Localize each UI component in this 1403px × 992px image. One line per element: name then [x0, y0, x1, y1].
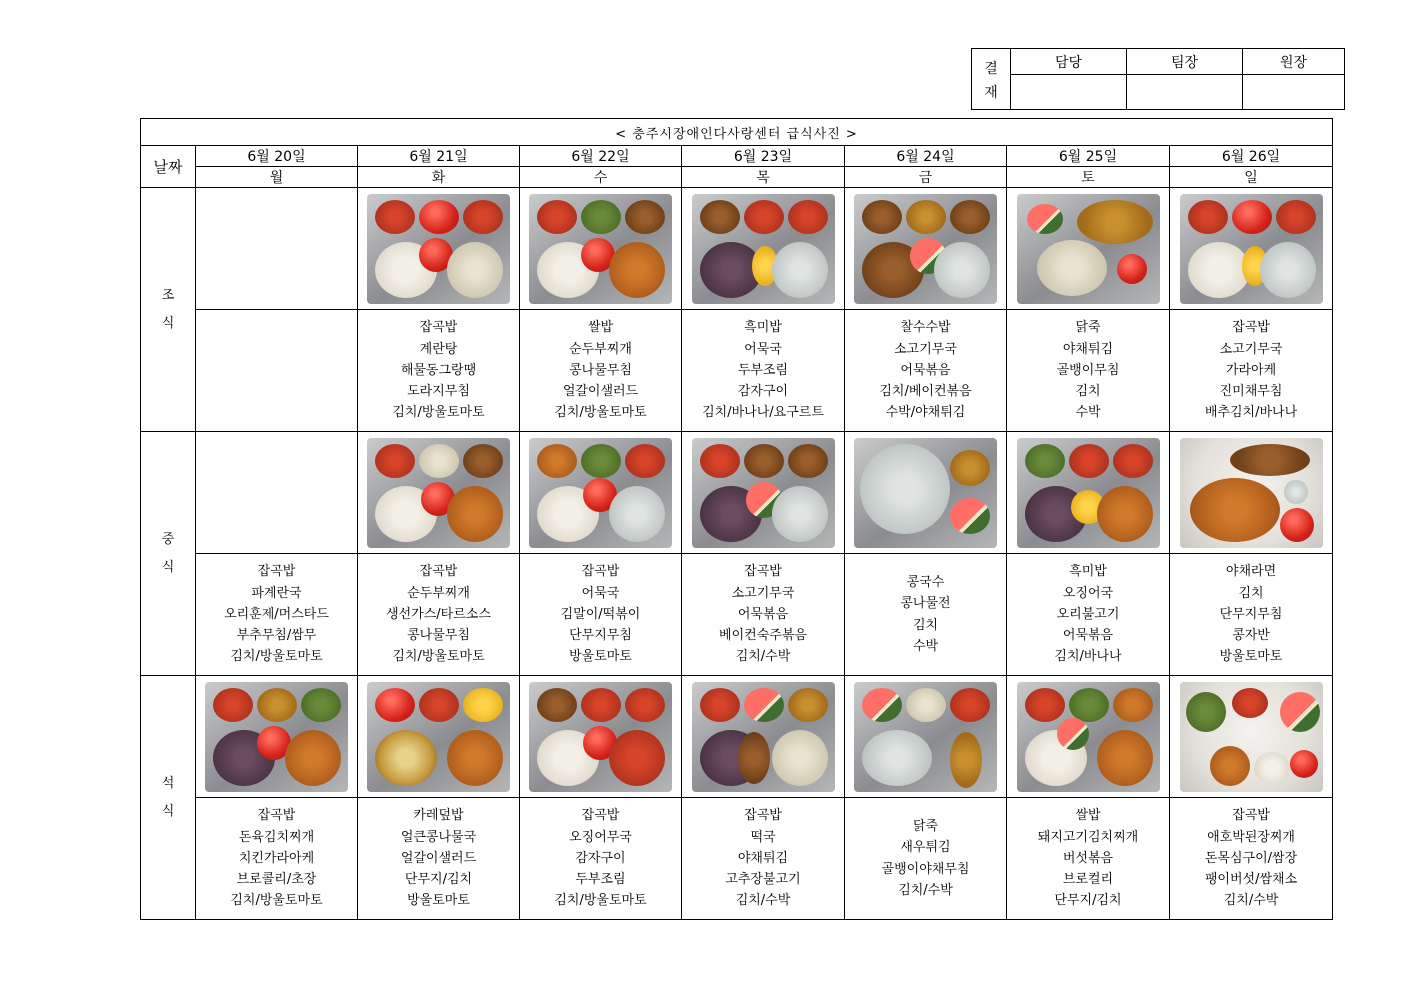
menu-item: 소고기무국 [894, 341, 957, 357]
menu-item: 쌀밥 [587, 320, 614, 336]
food-dish [788, 444, 828, 478]
menu-item: 브로컬리 [1062, 872, 1114, 888]
food-dish [375, 730, 437, 786]
weekday-cell: 토 [1007, 167, 1170, 188]
food-dish [609, 730, 665, 786]
menu-item: 잡곡밥 [419, 564, 458, 580]
menu-item: 김치/수박 [735, 649, 791, 665]
weekday-cell: 화 [358, 167, 520, 188]
food-dish [700, 444, 740, 478]
food-dish [447, 242, 503, 298]
menu-cell [845, 310, 1007, 432]
menu-item: 떡국 [750, 829, 776, 845]
food-dish [744, 444, 784, 478]
meal-photo [692, 438, 835, 548]
photo-cell [1007, 676, 1170, 798]
menu-cell [520, 798, 682, 920]
meal-photo [1017, 438, 1160, 548]
food-dish [1188, 200, 1228, 234]
menu-item: 김말이/떡볶이 [560, 606, 641, 622]
menu-item: 콩자반 [1232, 628, 1270, 644]
menu-cell [682, 798, 845, 920]
food-dish [1190, 478, 1280, 542]
food-dish [625, 200, 665, 234]
menu-item: 흑미밥 [1069, 564, 1107, 580]
menu-item: 콩나물무침 [407, 628, 470, 644]
menu-item: 수박 [1075, 405, 1101, 421]
food-dish [1025, 688, 1065, 722]
food-dish [463, 688, 503, 722]
menu-item: 쌀밥 [1075, 808, 1101, 824]
meal-photo [854, 682, 997, 792]
menu-item: 김치 [1075, 384, 1101, 400]
food-dish [1210, 746, 1250, 786]
photo-cell [1170, 188, 1333, 310]
food-dish [257, 688, 297, 722]
menu-cell [845, 798, 1007, 920]
food-dish [1254, 752, 1290, 784]
menu-item: 김치/방울토마토 [392, 405, 485, 421]
food-dish [1188, 242, 1250, 298]
menu-item: 오리불고기 [1056, 606, 1120, 622]
menu-item: 방울토마토 [407, 893, 470, 909]
menu-item: 김치/방울토마토 [230, 649, 323, 665]
menu-item: 해물동그랑땡 [400, 362, 477, 378]
food-dish [1260, 242, 1316, 298]
food-dish [744, 688, 784, 722]
weekday-cell: 일 [1170, 167, 1333, 188]
food-dish [1077, 200, 1153, 244]
food-dish [862, 200, 902, 234]
menu-cell [520, 554, 682, 676]
menu-item: 어묵볶음 [900, 362, 951, 378]
food-dish [609, 486, 665, 542]
menu-item: 콩나물무침 [569, 362, 632, 378]
menu-item: 김치/바나나/요구르트 [702, 405, 824, 421]
food-dish [1232, 200, 1272, 234]
food-dish [950, 450, 990, 486]
date-cell: 6월 25일 [1007, 146, 1170, 167]
menu-item: 어묵국 [744, 341, 782, 357]
menu-item: 단무지/김치 [1054, 893, 1122, 909]
food-dish [609, 242, 665, 298]
food-dish [862, 730, 932, 786]
food-dish [213, 688, 253, 722]
food-dish [1284, 480, 1308, 504]
menu-item: 브로콜리/초장 [236, 872, 317, 888]
menu-item: 단무지무침 [1219, 606, 1283, 622]
food-dish [950, 200, 990, 234]
menu-item: 잡곡밥 [257, 808, 296, 824]
approval-sign-team-lead[interactable] [1127, 75, 1243, 110]
weekday-cell: 금 [845, 167, 1007, 188]
menu-cell [1007, 798, 1170, 920]
menu-item: 수박/야채튀김 [885, 405, 966, 421]
food-dish [862, 688, 902, 722]
photo-cell [520, 188, 682, 310]
food-dish [447, 486, 503, 542]
menu-item: 카레덮밥 [413, 808, 464, 824]
meal-photo [205, 682, 348, 792]
menu-item: 얼갈이샐러드 [562, 384, 639, 400]
menu-item: 치킨가라아케 [238, 850, 315, 866]
food-dish [625, 688, 665, 722]
menu-item: 단무지/김치 [404, 872, 473, 888]
menu-item: 순두부찌개 [407, 585, 470, 601]
menu-item: 김치/베이컨볶음 [879, 384, 972, 400]
food-dish [738, 732, 770, 784]
meal-photo [854, 194, 997, 304]
date-cell: 6월 21일 [358, 146, 520, 167]
food-dish [419, 444, 459, 478]
food-dish [1113, 688, 1153, 722]
menu-item: 찰수수밥 [900, 320, 951, 336]
food-dish [463, 200, 503, 234]
menu-item: 팽이버섯/쌈채소 [1204, 872, 1298, 888]
menu-item: 오징어국 [1062, 585, 1114, 601]
menu-item: 방울토마토 [569, 649, 632, 665]
photo-cell [845, 188, 1007, 310]
menu-item: 돈목심구이/쌈장 [1204, 850, 1298, 866]
food-dish [581, 200, 621, 234]
food-dish [581, 688, 621, 722]
meal-photo [529, 438, 672, 548]
menu-item: 잡곡밥 [257, 564, 296, 580]
food-dish [537, 444, 577, 478]
menu-item: 닭죽 [1075, 320, 1101, 336]
menu-item: 콩나물전 [900, 596, 951, 612]
approval-sign-director[interactable] [1243, 75, 1345, 110]
photo-cell [682, 188, 845, 310]
menu-cell [682, 310, 845, 432]
menu-item: 잡곡밥 [581, 564, 620, 580]
date-cell: 6월 26일 [1170, 146, 1333, 167]
menu-item: 김치/방울토마토 [554, 405, 647, 421]
menu-item: 잡곡밥 [744, 808, 782, 824]
photo-cell [358, 188, 520, 310]
menu-item: 돼지고기김치찌개 [1037, 829, 1139, 845]
menu-cell [1170, 798, 1333, 920]
menu-item: 김치/방울토마토 [392, 649, 485, 665]
menu-cell [358, 310, 520, 432]
meal-label-breakfast: 조 식 [141, 188, 196, 432]
food-dish [1117, 254, 1147, 284]
date-cell: 6월 20일 [196, 146, 358, 167]
menu-item: 부추무침/쌈무 [236, 628, 317, 644]
meal-photo [1017, 682, 1160, 792]
food-dish [1230, 444, 1310, 476]
menu-cell [1170, 554, 1333, 676]
menu-item: 애호박된장찌개 [1207, 829, 1295, 845]
meal-photo [529, 682, 672, 792]
meal-photo-table [140, 118, 1333, 920]
food-dish [1069, 688, 1109, 722]
meal-photo [367, 194, 510, 304]
date-header-label: 날짜 [141, 146, 196, 188]
menu-item: 수박 [912, 638, 939, 654]
approval-box [971, 48, 1345, 110]
food-dish [700, 688, 740, 722]
food-dish [1186, 692, 1226, 732]
menu-item: 잡곡밥 [1232, 808, 1270, 824]
photo-cell [845, 676, 1007, 798]
food-dish [375, 200, 415, 234]
photo-cell [1170, 676, 1333, 798]
menu-item: 감자구이 [575, 850, 626, 866]
menu-item: 진미채무침 [1219, 384, 1283, 400]
menu-item: 김치/수박 [735, 893, 791, 909]
menu-item: 두부조림 [737, 362, 789, 378]
photo-cell [682, 676, 845, 798]
photo-cell [520, 676, 682, 798]
menu-item: 얼갈이샐러드 [400, 850, 477, 866]
menu-item: 닭죽 [912, 818, 939, 834]
photo-cell [682, 432, 845, 554]
menu-item: 콩국수 [906, 574, 945, 590]
menu-item: 고추장불고기 [725, 872, 801, 888]
meal-photo [692, 682, 835, 792]
photo-cell [1170, 432, 1333, 554]
approval-sign-staff[interactable] [1011, 75, 1127, 110]
meal-photo [367, 438, 510, 548]
food-dish [950, 732, 982, 788]
menu-cell [358, 798, 520, 920]
photo-cell [196, 188, 358, 310]
menu-item: 골뱅이야채무침 [881, 861, 970, 877]
food-dish [375, 688, 415, 722]
food-dish [788, 688, 828, 722]
food-dish [860, 444, 950, 534]
menu-item: 도라지무침 [407, 384, 470, 400]
food-dish [906, 200, 946, 234]
photo-cell [358, 432, 520, 554]
menu-item: 흑미밥 [744, 320, 782, 336]
food-dish [772, 486, 828, 542]
food-dish [934, 242, 990, 298]
menu-item: 순두부찌개 [569, 341, 632, 357]
meal-photo [529, 194, 672, 304]
food-dish [1027, 204, 1063, 234]
food-dish [772, 730, 828, 786]
meal-photo [1180, 194, 1323, 304]
menu-item: 잡곡밥 [581, 808, 620, 824]
menu-item: 김치/수박 [1223, 893, 1279, 909]
meal-photo [367, 682, 510, 792]
photo-cell [1007, 432, 1170, 554]
menu-item: 김치/수박 [898, 882, 953, 898]
menu-item: 파계란국 [251, 585, 302, 601]
food-dish [1113, 444, 1153, 478]
meal-photo [692, 194, 835, 304]
menu-item: 소고기무국 [731, 585, 795, 601]
meal-photo [1180, 682, 1323, 792]
food-dish [1280, 692, 1320, 732]
meal-label-dinner: 석 식 [141, 676, 196, 920]
menu-item: 골뱅이무침 [1056, 362, 1120, 378]
menu-cell [196, 798, 358, 920]
food-dish [772, 242, 828, 298]
menu-cell [358, 554, 520, 676]
menu-item: 김치/방울토마토 [230, 893, 323, 909]
photo-cell [358, 676, 520, 798]
menu-item: 두부조림 [575, 872, 626, 888]
food-dish [537, 200, 577, 234]
menu-cell [1170, 310, 1333, 432]
menu-item: 김치 [1238, 585, 1264, 601]
menu-cell [845, 554, 1007, 676]
menu-item: 새우튀김 [900, 840, 951, 856]
food-dish [285, 730, 341, 786]
food-dish [625, 444, 665, 478]
weekday-cell: 수 [520, 167, 682, 188]
approval-role-director: 원장 [1243, 49, 1345, 75]
menu-item: 김치/바나나 [1054, 649, 1122, 665]
date-cell: 6월 23일 [682, 146, 845, 167]
food-dish [581, 444, 621, 478]
menu-item: 야채라면 [1225, 564, 1277, 580]
meal-label-lunch: 중 식 [141, 432, 196, 676]
approval-role-team-lead: 팀장 [1127, 49, 1243, 75]
food-dish [1232, 688, 1268, 718]
menu-item: 감자구이 [737, 384, 789, 400]
menu-item: 버섯볶음 [1062, 850, 1114, 866]
food-dish [950, 498, 990, 534]
approval-label: 결 재 [972, 49, 1011, 110]
food-dish [419, 200, 459, 234]
menu-item: 소고기무국 [1219, 341, 1283, 357]
menu-cell [1007, 554, 1170, 676]
food-dish [447, 730, 503, 786]
menu-item: 얼큰콩나물국 [400, 829, 477, 845]
food-dish [463, 444, 503, 478]
approval-role-staff: 담당 [1011, 49, 1127, 75]
food-dish [1097, 730, 1153, 786]
food-dish [1037, 240, 1107, 296]
menu-item: 어묵볶음 [1062, 628, 1114, 644]
food-dish [1276, 200, 1316, 234]
menu-item: 잡곡밥 [744, 564, 782, 580]
menu-item: 잡곡밥 [419, 320, 458, 336]
date-cell: 6월 22일 [520, 146, 682, 167]
menu-item: 오징어무국 [569, 829, 632, 845]
menu-item: 어묵국 [581, 585, 620, 601]
menu-cell [196, 310, 358, 432]
food-dish [788, 200, 828, 234]
meal-photo [1017, 194, 1160, 304]
meal-photo [1180, 438, 1323, 548]
food-dish [419, 688, 459, 722]
menu-item: 김치/방울토마토 [554, 893, 647, 909]
menu-item: 오리훈제/머스타드 [224, 606, 329, 622]
food-dish [1280, 508, 1314, 542]
food-dish [1057, 718, 1089, 750]
menu-item: 야채튀김 [737, 850, 789, 866]
menu-item: 배추김치/바나나 [1204, 405, 1298, 421]
menu-cell [520, 310, 682, 432]
food-dish [700, 200, 740, 234]
date-cell: 6월 24일 [845, 146, 1007, 167]
menu-item: 잡곡밥 [1232, 320, 1270, 336]
meal-photo [854, 438, 997, 548]
menu-item: 야채튀김 [1062, 341, 1114, 357]
menu-item: 가라아케 [1225, 362, 1277, 378]
menu-item: 돈육김치찌개 [238, 829, 315, 845]
photo-cell [520, 432, 682, 554]
page-title: < 충주시장애인다사랑센터 급식사진 > [141, 119, 1333, 146]
menu-cell [1007, 310, 1170, 432]
menu-item: 방울토마토 [1219, 649, 1283, 665]
food-dish [906, 688, 946, 722]
photo-cell [845, 432, 1007, 554]
weekday-cell: 목 [682, 167, 845, 188]
menu-item: 계란탕 [419, 341, 458, 357]
photo-cell [1007, 188, 1170, 310]
menu-item: 생선가스/타르소스 [386, 606, 491, 622]
food-dish [744, 200, 784, 234]
food-dish [950, 688, 990, 722]
menu-cell [196, 554, 358, 676]
menu-item: 어묵볶음 [737, 606, 789, 622]
menu-item: 단무지무침 [569, 628, 632, 644]
food-dish [1069, 444, 1109, 478]
food-dish [301, 688, 341, 722]
photo-cell [196, 432, 358, 554]
weekday-cell: 월 [196, 167, 358, 188]
food-dish [1290, 750, 1318, 778]
food-dish [1025, 444, 1065, 478]
food-dish [375, 444, 415, 478]
menu-item: 베이컨숙주볶음 [719, 628, 807, 644]
menu-cell [682, 554, 845, 676]
food-dish [537, 688, 577, 722]
photo-cell [196, 676, 358, 798]
menu-item: 김치 [912, 617, 939, 633]
food-dish [1097, 486, 1153, 542]
